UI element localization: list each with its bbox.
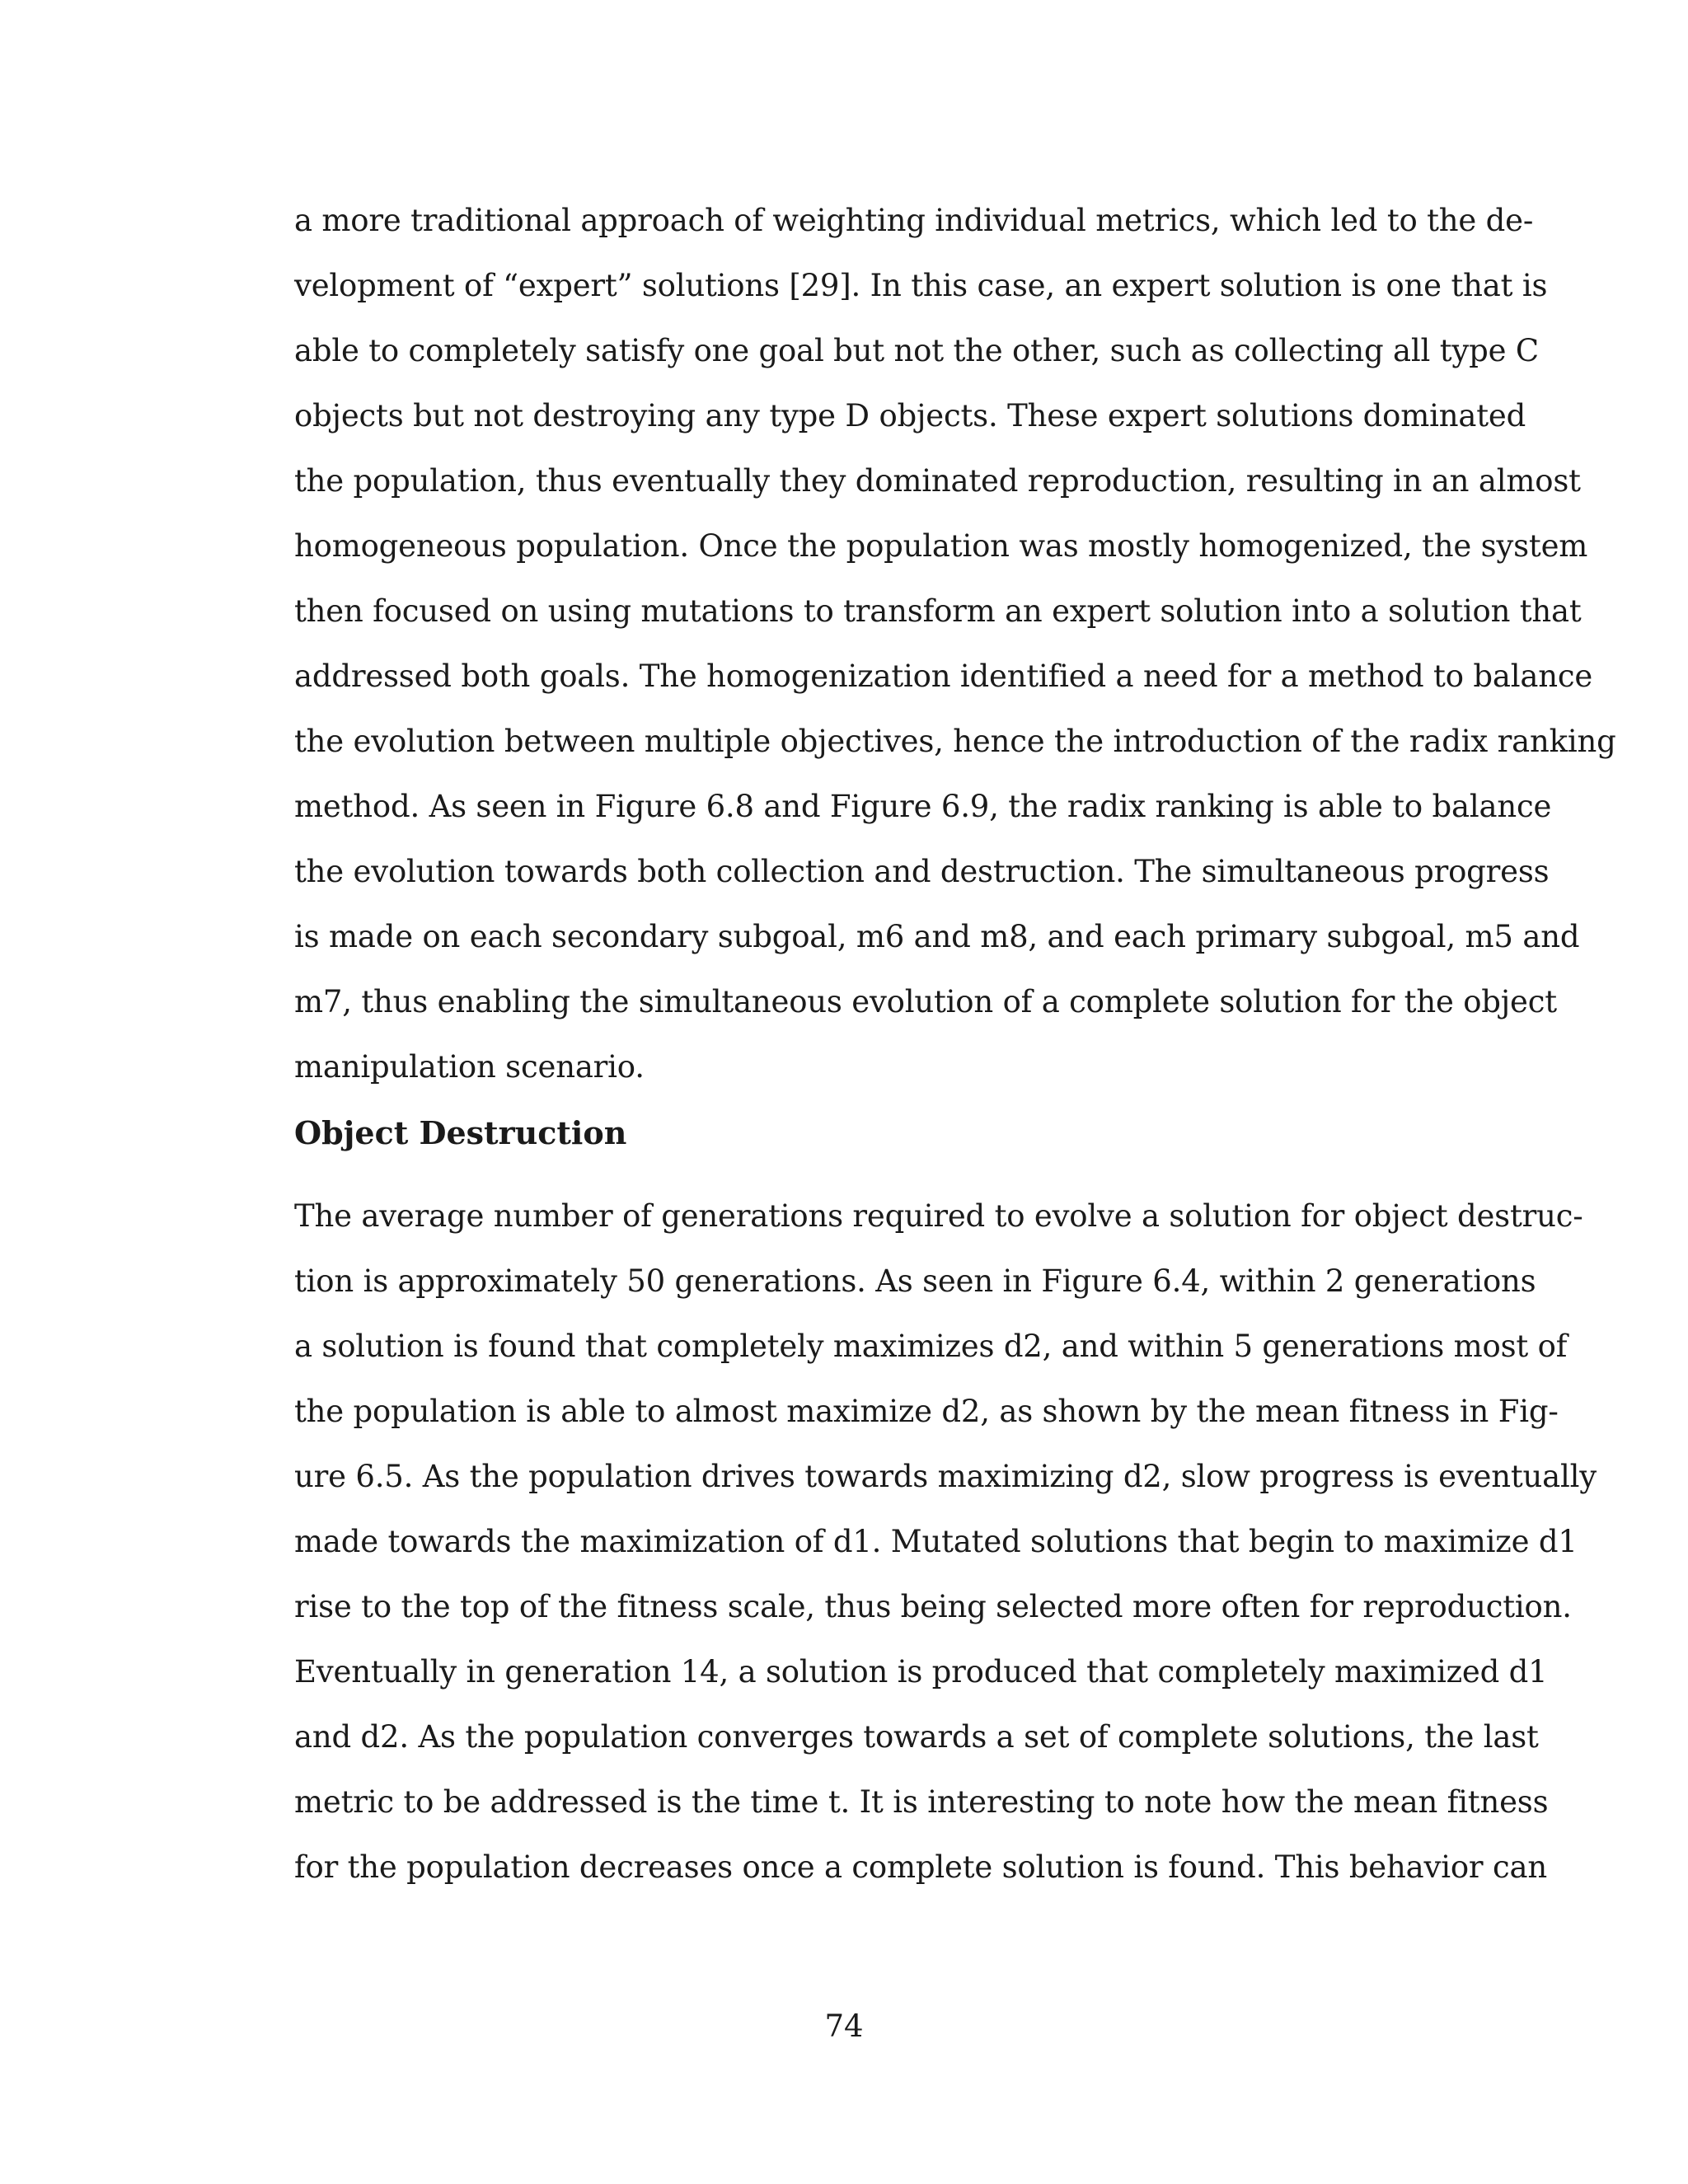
paragraph-line: the evolution towards both collection and destruction. The simultaneous progress: [294, 854, 1550, 889]
paragraph-line: velopment of “expert” solutions [29]. In this case, an expert solution is one that is: [294, 268, 1548, 303]
paragraph-line: a solution is found that completely maximizes d2, and within 5 generations most of: [294, 1329, 1568, 1364]
paragraph-line: method. As seen in Figure 6.8 and Figure 6.9, the radix ranking is able to balance: [294, 789, 1552, 824]
paragraph-line: manipulation scenario.: [294, 1049, 645, 1085]
paragraph-line: made towards the maximization of d1. Mutated solutions that begin to maximize d1: [294, 1524, 1578, 1559]
paragraph-line: Eventually in generation 14, a solution is produced that completely maximized d1: [294, 1654, 1548, 1690]
paragraph-line: a more traditional approach of weighting individual metrics, which led to the de-: [294, 203, 1534, 238]
paragraph-line: m7, thus enabling the simultaneous evolution of a complete solution for the object: [294, 984, 1557, 1019]
paragraph-line: and d2. As the population converges towards a set of complete solutions, the last: [294, 1719, 1539, 1755]
paragraph-line: The average number of generations required to evolve a solution for object destruc-: [294, 1198, 1583, 1234]
paragraph-2: [294, 1183, 1597, 1900]
paragraph-line: tion is approximately 50 generations. As seen in Figure 6.4, within 2 generations: [294, 1263, 1536, 1299]
paragraph-line: the population, thus eventually they dominated reproduction, resulting in an almost: [294, 463, 1581, 499]
paragraph-line: for the population decreases once a complete solution is found. This behavior can: [294, 1849, 1547, 1885]
paragraph-line: able to completely satisfy one goal but not the other, such as collecting all type C: [294, 333, 1539, 368]
paragraph-line: rise to the top of the fitness scale, thus being selected more often for reproduction.: [294, 1589, 1572, 1624]
paragraph-1: [294, 188, 1616, 1100]
section-heading: Object Destruction: [294, 1114, 627, 1151]
paragraph-line: the population is able to almost maximize d2, as shown by the mean fitness in Fig-: [294, 1394, 1559, 1429]
paragraph-line: ure 6.5. As the population drives towards maximizing d2, slow progress is eventually: [294, 1459, 1597, 1494]
page-body: [294, 188, 1616, 1900]
paragraph-line: metric to be addressed is the time t. It is interesting to note how the mean fitness: [294, 1784, 1549, 1820]
paragraph-line: the evolution between multiple objectives, hence the introduction of the radix ranking: [294, 724, 1616, 759]
paragraph-line: objects but not destroying any type D objects. These expert solutions dominated: [294, 398, 1526, 434]
paragraph-line: addressed both goals. The homogenization identified a need for a method to balance: [294, 658, 1593, 694]
page-number: 74: [824, 2008, 864, 2044]
paragraph-line: then focused on using mutations to transform an expert solution into a solution that: [294, 593, 1582, 629]
paragraph-line: is made on each secondary subgoal, m6 and m8, and each primary subgoal, m5 and: [294, 919, 1580, 954]
paragraph-line: homogeneous population. Once the population was mostly homogenized, the system: [294, 528, 1588, 564]
